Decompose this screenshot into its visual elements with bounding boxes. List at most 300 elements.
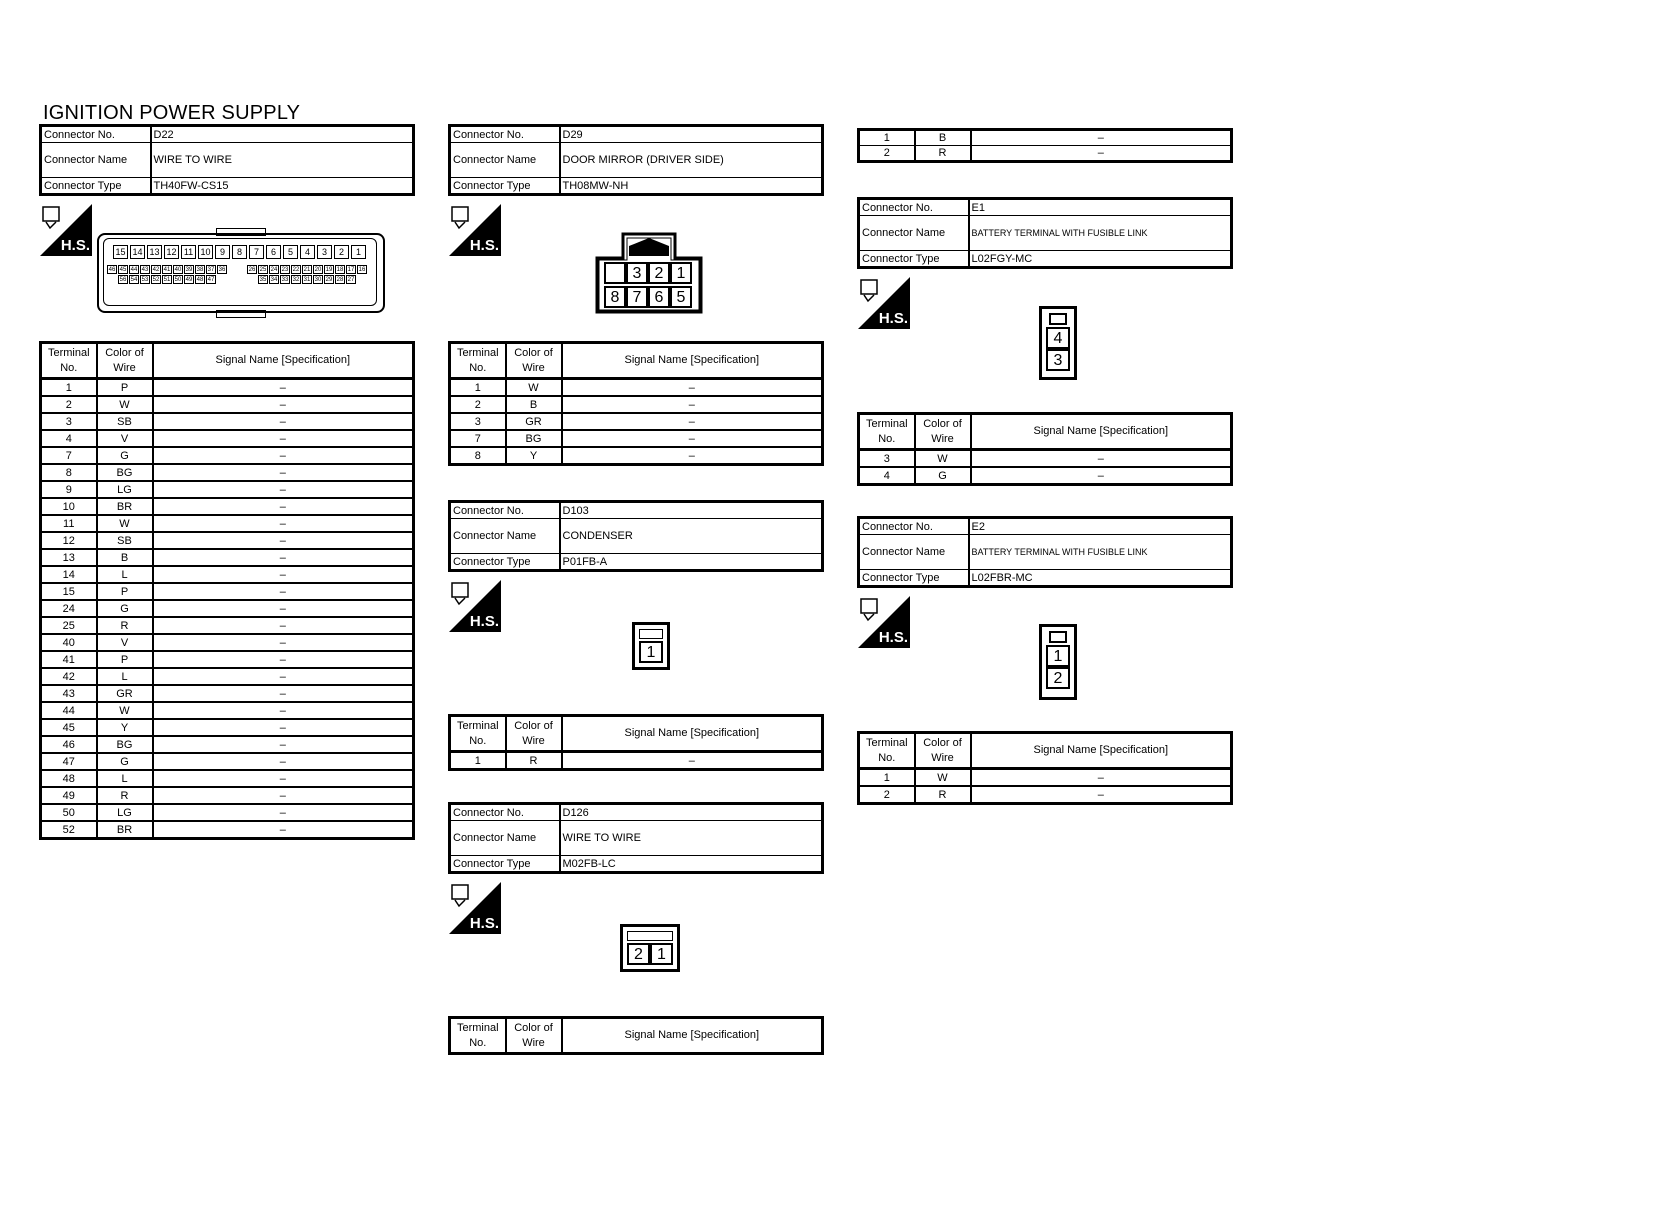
connector-pin: 17 (347, 267, 355, 273)
signal-name-cell: – (153, 617, 414, 634)
wire-color-cell: Y (506, 447, 562, 465)
table-row (450, 396, 823, 413)
wire-color-cell: B (506, 396, 562, 413)
connector-no-value: E2 (969, 518, 1232, 535)
wire-color-cell: R (97, 617, 153, 634)
connector-pin: 45 (119, 267, 127, 273)
connector-pin: 50 (174, 277, 182, 283)
wire-color-cell: SB (97, 532, 153, 549)
hs-icon: H.S. (449, 580, 501, 632)
signal-name-cell: – (153, 430, 414, 447)
connector-name-label: Connector Name (859, 216, 969, 251)
connector-name-value: DOOR MIRROR (DRIVER SIDE) (560, 143, 823, 178)
hs-icon: H.S. (858, 277, 910, 329)
signal-name-cell: – (971, 146, 1232, 162)
terminal-no-cell: 2 (450, 396, 506, 413)
terminal-no-header: Terminal No. (450, 343, 506, 379)
table-row (41, 668, 414, 685)
e2-info-table (857, 516, 1233, 588)
signal-name-header: Signal Name [Specification] (562, 1018, 823, 1054)
connector-pin: 23 (281, 267, 289, 273)
connector-name-value: BATTERY TERMINAL WITH FUSIBLE LINK (969, 216, 1232, 251)
signal-name-cell: – (153, 787, 414, 804)
table-row (859, 130, 1232, 146)
connector-pin: 43 (141, 267, 149, 273)
signal-name-cell: – (153, 804, 414, 821)
hs-icon: H.S. (40, 204, 92, 256)
signal-name-cell: – (562, 413, 823, 430)
connector-pin: 18 (336, 267, 344, 273)
connector-type-value: TH40FW-CS15 (151, 178, 414, 195)
connector-type-label: Connector Type (450, 856, 560, 873)
d22-terminal-table (39, 341, 415, 840)
terminal-no-header: Terminal No. (859, 414, 915, 450)
connector-pin: 39 (185, 267, 193, 273)
signal-name-cell: – (971, 450, 1232, 468)
color-of-wire-header: Color of Wire (97, 343, 153, 379)
connector-type-value: L02FGY-MC (969, 251, 1232, 268)
terminal-no-cell: 7 (41, 447, 97, 464)
signal-name-cell: – (971, 467, 1232, 485)
connector-pin: 7 (626, 286, 648, 308)
terminal-no-cell: 1 (859, 130, 915, 146)
table-row (41, 753, 414, 770)
connector-pin: 5 (670, 286, 692, 308)
signal-name-cell: – (153, 770, 414, 787)
signal-name-cell: – (562, 447, 823, 465)
signal-name-header: Signal Name [Specification] (562, 716, 823, 752)
e1-connector-face (1039, 306, 1077, 380)
connector-pin: 24 (270, 267, 278, 273)
connector-pin: 16 (358, 267, 366, 273)
connector-name-label: Connector Name (450, 821, 560, 856)
connector-pin: 12 (164, 245, 179, 259)
connector-name-value: BATTERY TERMINAL WITH FUSIBLE LINK (969, 535, 1232, 570)
table-row (41, 617, 414, 634)
color-of-wire-header: Color of Wire (506, 716, 562, 752)
wire-color-cell: R (506, 752, 562, 770)
terminal-no-cell: 2 (41, 396, 97, 413)
signal-name-cell: – (153, 668, 414, 685)
connector-type-value: P01FB-A (560, 554, 823, 571)
terminal-no-cell: 41 (41, 651, 97, 668)
signal-name-cell: – (153, 583, 414, 600)
wire-color-cell: W (97, 515, 153, 532)
terminal-no-cell: 15 (41, 583, 97, 600)
color-of-wire-header: Color of Wire (915, 414, 971, 450)
signal-name-cell: – (153, 634, 414, 651)
table-row (41, 498, 414, 515)
terminal-no-cell: 40 (41, 634, 97, 651)
connector-type-value: M02FB-LC (560, 856, 823, 873)
connector-pin: 52 (152, 277, 160, 283)
connector-pin: 36 (218, 267, 226, 273)
table-row (41, 396, 414, 413)
terminal-no-cell: 42 (41, 668, 97, 685)
table-row (859, 146, 1232, 162)
connector-pin: 14 (130, 245, 145, 259)
connector-pin: 11 (181, 245, 196, 259)
connector-type-label: Connector Type (859, 251, 969, 268)
signal-name-cell: – (562, 379, 823, 397)
connector-pin: 3 (1046, 349, 1070, 371)
terminal-no-cell: 1 (450, 752, 506, 770)
table-row (41, 736, 414, 753)
terminal-no-header: Terminal No. (41, 343, 97, 379)
connector-name-label: Connector Name (450, 143, 560, 178)
d126-info-table (448, 802, 824, 874)
table-row (859, 786, 1232, 804)
terminal-no-cell: 1 (450, 379, 506, 397)
wire-color-cell: Y (97, 719, 153, 736)
wire-color-cell: V (97, 634, 153, 651)
d29-terminal-table (448, 341, 824, 466)
connector-pin: 26 (248, 267, 256, 273)
terminal-no-cell: 11 (41, 515, 97, 532)
terminal-no-header: Terminal No. (859, 733, 915, 769)
table-row (41, 379, 414, 397)
terminal-no-header: Terminal No. (450, 1018, 506, 1054)
connector-type-value: TH08MW-NH (560, 178, 823, 195)
wire-color-cell: LG (97, 804, 153, 821)
wire-color-cell: GR (506, 413, 562, 430)
connector-pin: 19 (325, 267, 333, 273)
d126-terminal-table (448, 1016, 824, 1055)
signal-name-cell: – (562, 752, 823, 770)
signal-name-cell: – (153, 464, 414, 481)
terminal-no-cell: 3 (450, 413, 506, 430)
signal-name-cell: – (153, 515, 414, 532)
table-row (859, 450, 1232, 468)
table-row (41, 447, 414, 464)
terminal-no-cell: 10 (41, 498, 97, 515)
terminal-no-header: Terminal No. (450, 716, 506, 752)
connector-no-label: Connector No. (450, 126, 560, 143)
hs-icon: H.S. (449, 204, 501, 256)
table-row (450, 447, 823, 465)
connector-pin: 37 (207, 267, 215, 273)
connector-pin: 1 (351, 245, 366, 259)
wire-color-cell: L (97, 770, 153, 787)
connector-no-label: Connector No. (41, 126, 151, 143)
connector-pin: 22 (292, 267, 300, 273)
connector-pin: 34 (270, 277, 278, 283)
signal-name-header: Signal Name [Specification] (971, 414, 1232, 450)
wire-color-cell: L (97, 566, 153, 583)
d29-info-table (448, 124, 824, 196)
connector-pin: 1 (639, 641, 663, 663)
signal-name-cell: – (153, 753, 414, 770)
table-row (41, 804, 414, 821)
wire-color-cell: V (97, 430, 153, 447)
wire-color-cell: BG (97, 736, 153, 753)
e1-info-table (857, 197, 1233, 269)
terminal-no-cell: 49 (41, 787, 97, 804)
connector-no-value: D103 (560, 502, 823, 519)
connector-type-value: L02FBR-MC (969, 570, 1232, 587)
terminal-no-cell: 2 (859, 146, 915, 162)
d126-connector-face (620, 924, 680, 972)
connector-pin: 46 (108, 267, 116, 273)
connector-pin: 9 (215, 245, 230, 259)
wire-color-cell: L (97, 668, 153, 685)
table-row (859, 769, 1232, 787)
connector-pin: 1 (670, 262, 692, 284)
connector-pin: 20 (314, 267, 322, 273)
connector-pin: 1 (1046, 645, 1070, 667)
table-row (41, 787, 414, 804)
connector-pin: 53 (141, 277, 149, 283)
connector-pin: 2 (648, 262, 670, 284)
wire-color-cell: B (97, 549, 153, 566)
table-row (41, 651, 414, 668)
terminal-no-cell: 4 (41, 430, 97, 447)
wire-color-cell: W (97, 396, 153, 413)
connector-pin: 10 (198, 245, 213, 259)
signal-name-cell: – (562, 430, 823, 447)
wire-color-cell: R (915, 146, 971, 162)
connector-pin: 2 (627, 943, 650, 965)
connector-pin: 4 (300, 245, 315, 259)
connector-pin: 51 (163, 277, 171, 283)
signal-name-cell: – (153, 821, 414, 839)
wire-color-cell: BR (97, 498, 153, 515)
connector-pin: 56 (119, 277, 127, 283)
connector-pin: 27 (347, 277, 355, 283)
table-row (41, 413, 414, 430)
table-row (41, 583, 414, 600)
e1-terminal-table (857, 412, 1233, 486)
wire-color-cell: W (506, 379, 562, 397)
table-row (41, 634, 414, 651)
connector-pin: 6 (266, 245, 281, 259)
signal-name-cell: – (153, 498, 414, 515)
connector-pin: 8 (232, 245, 247, 259)
terminal-no-cell: 46 (41, 736, 97, 753)
connector-name-label: Connector Name (859, 535, 969, 570)
connector-pin: 4 (1046, 327, 1070, 349)
connector-no-value: D126 (560, 804, 823, 821)
connector-no-value: E1 (969, 199, 1232, 216)
connector-pin (604, 262, 626, 284)
terminal-no-cell: 2 (859, 786, 915, 804)
terminal-no-cell: 1 (41, 379, 97, 397)
connector-pin: 2 (334, 245, 349, 259)
signal-name-cell: – (153, 600, 414, 617)
connector-pin: 48 (196, 277, 204, 283)
wire-color-cell: R (915, 786, 971, 804)
terminal-no-cell: 52 (41, 821, 97, 839)
connector-no-label: Connector No. (450, 502, 560, 519)
wire-color-cell: G (97, 753, 153, 770)
table-row (41, 566, 414, 583)
table-row (41, 702, 414, 719)
connector-no-label: Connector No. (859, 199, 969, 216)
table-row (41, 549, 414, 566)
wire-color-cell: P (97, 379, 153, 397)
wire-color-cell: W (915, 769, 971, 787)
connector-no-value: D29 (560, 126, 823, 143)
connector-pin: 38 (196, 267, 204, 273)
terminal-no-cell: 25 (41, 617, 97, 634)
connector-pin: 41 (163, 267, 171, 273)
connector-name-value: CONDENSER (560, 519, 823, 554)
connector-type-label: Connector Type (41, 178, 151, 195)
connector-pin: 25 (259, 267, 267, 273)
d103-terminal-table (448, 714, 824, 771)
table-row (41, 430, 414, 447)
signal-name-cell: – (971, 786, 1232, 804)
wire-color-cell: G (97, 600, 153, 617)
connector-pin: 2 (1046, 667, 1070, 689)
wire-color-cell: P (97, 651, 153, 668)
terminal-no-cell: 45 (41, 719, 97, 736)
connector-pin: 47 (207, 277, 215, 283)
terminal-no-cell: 4 (859, 467, 915, 485)
connector-pin: 15 (113, 245, 128, 259)
connector-pin: 35 (259, 277, 267, 283)
wire-color-cell: P (97, 583, 153, 600)
d22-info-table (39, 124, 415, 196)
d22-connector-face (97, 233, 385, 313)
table-row (41, 515, 414, 532)
signal-name-cell: – (153, 413, 414, 430)
wire-color-cell: BR (97, 821, 153, 839)
connector-pin: 13 (147, 245, 162, 259)
wire-color-cell: B (915, 130, 971, 146)
connector-pin: 33 (281, 277, 289, 283)
connector-type-label: Connector Type (450, 554, 560, 571)
wire-color-cell: R (97, 787, 153, 804)
signal-name-cell: – (562, 396, 823, 413)
wire-color-cell: GR (97, 685, 153, 702)
terminal-no-cell: 8 (41, 464, 97, 481)
table-row (450, 413, 823, 430)
connector-type-label: Connector Type (450, 178, 560, 195)
connector-pin: 5 (283, 245, 298, 259)
connector-pin: 8 (604, 286, 626, 308)
e2-terminal-table (857, 731, 1233, 805)
connector-pin: 21 (303, 267, 311, 273)
connector-no-label: Connector No. (450, 804, 560, 821)
color-of-wire-header: Color of Wire (506, 1018, 562, 1054)
connector-name-value: WIRE TO WIRE (560, 821, 823, 856)
signal-name-cell: – (153, 651, 414, 668)
signal-name-cell: – (153, 532, 414, 549)
connector-pin: 3 (626, 262, 648, 284)
table-row (859, 467, 1232, 485)
terminal-no-cell: 8 (450, 447, 506, 465)
terminal-no-cell: 3 (859, 450, 915, 468)
d29-connector-face (595, 232, 703, 314)
wire-color-cell: W (97, 702, 153, 719)
connector-pin: 28 (336, 277, 344, 283)
connector-pin: 42 (152, 267, 160, 273)
signal-name-cell: – (153, 396, 414, 413)
e2-connector-face (1039, 624, 1077, 700)
d126-continued-rows (857, 128, 1233, 163)
table-row (450, 379, 823, 397)
table-row (41, 685, 414, 702)
connector-pin: 7 (249, 245, 264, 259)
connector-pin: 3 (317, 245, 332, 259)
page-title: IGNITION POWER SUPPLY (43, 102, 301, 124)
connector-pin: 31 (303, 277, 311, 283)
terminal-no-cell: 24 (41, 600, 97, 617)
connector-name-label: Connector Name (450, 519, 560, 554)
table-row (41, 481, 414, 498)
table-row (41, 821, 414, 839)
wire-color-cell: G (97, 447, 153, 464)
connector-pin: 40 (174, 267, 182, 273)
terminal-no-cell: 13 (41, 549, 97, 566)
wire-color-cell: LG (97, 481, 153, 498)
hs-icon: H.S. (858, 596, 910, 648)
terminal-no-cell: 44 (41, 702, 97, 719)
table-row (450, 752, 823, 770)
connector-pin: 30 (314, 277, 322, 283)
signal-name-cell: – (971, 769, 1232, 787)
connector-no-value: D22 (151, 126, 414, 143)
terminal-no-cell: 7 (450, 430, 506, 447)
terminal-no-cell: 50 (41, 804, 97, 821)
signal-name-cell: – (153, 481, 414, 498)
table-row (41, 719, 414, 736)
signal-name-header: Signal Name [Specification] (153, 343, 414, 379)
terminal-no-cell: 14 (41, 566, 97, 583)
connector-pin: 44 (130, 267, 138, 273)
connector-pin: 29 (325, 277, 333, 283)
terminal-no-cell: 1 (859, 769, 915, 787)
terminal-no-cell: 12 (41, 532, 97, 549)
signal-name-cell: – (153, 566, 414, 583)
signal-name-cell: – (153, 702, 414, 719)
connector-pin: 6 (648, 286, 670, 308)
signal-name-header: Signal Name [Specification] (562, 343, 823, 379)
signal-name-cell: – (153, 719, 414, 736)
connector-name-value: WIRE TO WIRE (151, 143, 414, 178)
signal-name-cell: – (971, 130, 1232, 146)
wire-color-cell: SB (97, 413, 153, 430)
terminal-no-cell: 48 (41, 770, 97, 787)
connector-no-label: Connector No. (859, 518, 969, 535)
terminal-no-cell: 47 (41, 753, 97, 770)
connector-pin: 1 (650, 943, 673, 965)
signal-name-header: Signal Name [Specification] (971, 733, 1232, 769)
wire-color-cell: W (915, 450, 971, 468)
connector-name-label: Connector Name (41, 143, 151, 178)
table-row (41, 770, 414, 787)
color-of-wire-header: Color of Wire (915, 733, 971, 769)
signal-name-cell: – (153, 379, 414, 397)
terminal-no-cell: 9 (41, 481, 97, 498)
signal-name-cell: – (153, 447, 414, 464)
connector-type-label: Connector Type (859, 570, 969, 587)
connector-pin: 54 (130, 277, 138, 283)
table-row (41, 532, 414, 549)
table-row (41, 600, 414, 617)
color-of-wire-header: Color of Wire (506, 343, 562, 379)
hs-icon: H.S. (449, 882, 501, 934)
d103-connector-face (632, 622, 670, 670)
signal-name-cell: – (153, 685, 414, 702)
terminal-no-cell: 43 (41, 685, 97, 702)
table-row (41, 464, 414, 481)
connector-pin: 49 (185, 277, 193, 283)
signal-name-cell: – (153, 736, 414, 753)
signal-name-cell: – (153, 549, 414, 566)
table-row (450, 430, 823, 447)
